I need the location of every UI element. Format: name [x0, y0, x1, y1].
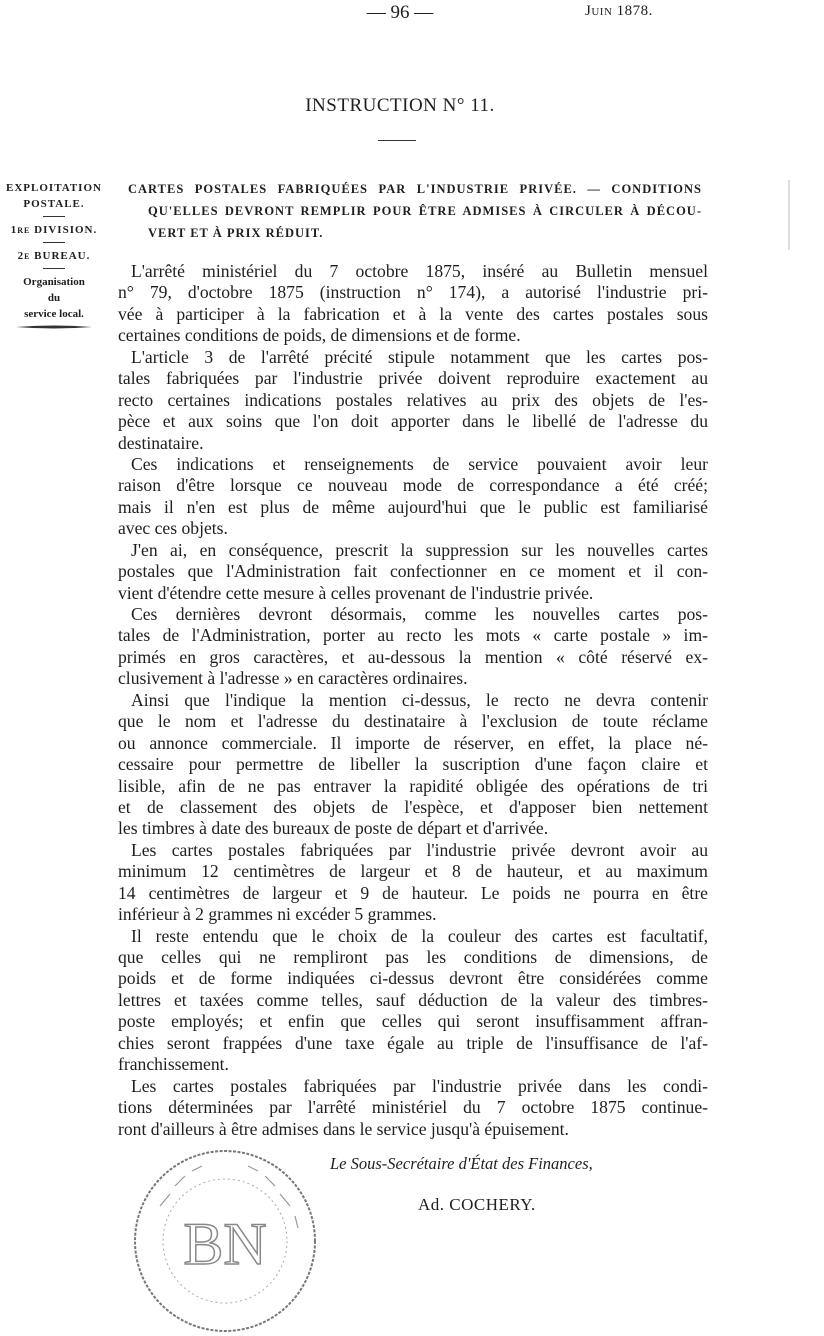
text-line: Les cartes postales fabriquées par l'industrie privée devront avoir au	[131, 839, 708, 860]
instruction-subject-heading	[128, 178, 702, 244]
margin-note-line: Organisation	[23, 276, 85, 288]
text-line: destinataire.	[118, 432, 204, 453]
paragraph	[118, 261, 708, 347]
paragraph	[118, 690, 708, 840]
paragraph	[118, 926, 708, 1076]
paragraph	[118, 347, 708, 454]
text-line: tales fabriquées par l'industrie privée doivent reproduire exactement au	[118, 368, 708, 389]
text-line: que celles qui ne rempliront pas les conditions de dimensions, de	[118, 947, 708, 967]
text-line: Ces dernières devront désormais, comme les nouvelles cartes pos-	[131, 604, 708, 624]
text-line: tales de l'Administration, porter au recto les mots « carte postale » im-	[118, 625, 708, 646]
text-line: Les cartes postales fabriquées par l'industrie privée dans les condi-	[131, 1075, 708, 1096]
text-line: L'article 3 de l'arrêté précité stipule notamment que les cartes pos-	[131, 346, 708, 367]
signatory-name: Ad. COCHERY.	[418, 1195, 536, 1214]
heading-line: CARTES POSTALES FABRIQUÉES PAR L'INDUSTRIE PRIVÉE. — CONDITIONS	[128, 182, 702, 196]
text-line: les timbres à date des bureaux de poste de départ et d'arrivée.	[118, 818, 549, 839]
text-line: recto certaines indications postales relatives au prix des objets de l'es-	[118, 389, 708, 410]
page-number: — 96 —	[366, 2, 434, 23]
text-line: lettres et taxées comme telles, sauf déduction de la valeur des timbres-	[118, 989, 708, 1010]
text-line: avec ces objets.	[118, 518, 228, 539]
instruction-body	[118, 261, 708, 1140]
margin-note-line: POSTALE.	[23, 198, 85, 210]
text-line: poids et de forme indiquées ci-dessus devront être considérées comme	[118, 968, 708, 989]
text-line: J'en ai, en conséquence, prescrit la suppression sur les nouvelles cartes	[131, 539, 708, 560]
svg-text:BN: BN	[183, 1211, 267, 1277]
text-line: postales que l'Administration fait confectionner en ce moment et il con-	[118, 561, 708, 582]
title-divider	[378, 140, 416, 141]
text-line: Il reste entendu que le choix de la couleur des cartes est facultatif,	[131, 925, 708, 946]
library-stamp	[130, 1146, 320, 1336]
margin-divider	[43, 216, 65, 217]
flourish-divider	[14, 324, 94, 330]
text-line: ou annonce commerciale. Il importe de réserver, en effet, la place né-	[118, 732, 708, 753]
paragraph	[118, 1076, 708, 1140]
heading-line: QU'ELLES DEVRONT REMPLIR POUR ÊTRE ADMISES À CIRCULER À DÉCOU-	[148, 204, 702, 218]
margin-note-line: du	[47, 292, 61, 304]
paragraph	[118, 454, 708, 540]
margin-note	[0, 180, 108, 330]
text-line: lisible, afin de ne pas entraver la rapidité obligée des opérations de tri	[118, 775, 708, 796]
text-line: chies seront frappées d'une taxe égale au triple de l'insuffisance de l'af-	[118, 1032, 708, 1053]
instruction-title: INSTRUCTION N° 11.	[305, 95, 495, 116]
text-line: Ainsi que l'indique la mention ci-dessus, le recto ne devra contenir	[131, 689, 708, 710]
margin-divider	[43, 242, 65, 243]
text-line: cessaire pour permettre de libeller la suscription d'une façon claire et	[118, 754, 708, 775]
text-line: poste employés; et enfin que celles qui seront insuffisamment affran-	[118, 1011, 708, 1032]
margin-note-line: 1re DIVISION.	[10, 224, 98, 236]
text-line: L'arrêté ministériel du 7 octobre 1875, inséré au Bulletin mensuel	[131, 261, 708, 281]
page-date: Juin 1878.	[585, 3, 653, 19]
text-line: et de classement des objets de l'espèce, et d'apposer bien nettement	[118, 796, 708, 817]
text-line: 14 centimètres de largeur et 9 de hauteur. Le poids ne pourra en être	[118, 882, 708, 903]
scan-edge	[788, 180, 790, 250]
text-line: que le nom et l'adresse du destinataire à l'exclusion de toute réclame	[118, 711, 708, 732]
text-line: tions déterminées par l'arrêté ministériel du 7 octobre 1875 continue-	[118, 1097, 708, 1118]
heading-line: VERT ET À PRIX RÉDUIT.	[148, 226, 324, 240]
text-line: vient d'étendre cette mesure à celles provenant de l'industrie privée.	[118, 582, 594, 603]
text-line: primés en gros caractères, et au-dessous la mention « côté réservé ex-	[118, 646, 708, 667]
text-line: pèce et aux soins que l'on doit apporter dans le libellé de l'adresse du	[118, 411, 708, 432]
text-line: Ces indications et renseignements de service pouvaient avoir leur	[131, 453, 708, 474]
text-line: ront d'ailleurs à être admises dans le service jusqu'à épuisement.	[118, 1118, 569, 1139]
text-line: clusivement à l'adresse » en caractères ordinaires.	[118, 668, 468, 689]
paragraph	[118, 604, 708, 690]
paragraph	[118, 540, 708, 604]
text-line: n° 79, d'octobre 1875 (instruction n° 174), a autorisé l'industrie pri-	[118, 282, 708, 303]
text-line: minimum 12 centimètres de largeur et 8 de hauteur, et au maximum	[118, 861, 708, 882]
margin-note-line: service local.	[24, 308, 84, 320]
text-line: mais il n'en est plus de même aujourd'hui que le public est familiarisé	[118, 496, 708, 517]
margin-note-line: EXPLOITATION	[6, 182, 102, 194]
text-line: vée à participer à la fabrication et à la vente des cartes postales sous	[118, 303, 708, 324]
signatory-title: Le Sous-Secrétaire d'État des Finances,	[330, 1154, 593, 1173]
text-line: raison d'être lorsque ce nouveau mode de correspondance a été créé;	[118, 475, 708, 496]
margin-divider	[43, 268, 65, 269]
text-line: certaines conditions de poids, de dimensions et de forme.	[118, 325, 521, 346]
text-line: franchissement.	[118, 1054, 229, 1075]
text-line: inférieur à 2 grammes ni excéder 5 grammes.	[118, 904, 437, 925]
paragraph	[118, 840, 708, 926]
margin-note-line: 2e BUREAU.	[17, 250, 91, 262]
